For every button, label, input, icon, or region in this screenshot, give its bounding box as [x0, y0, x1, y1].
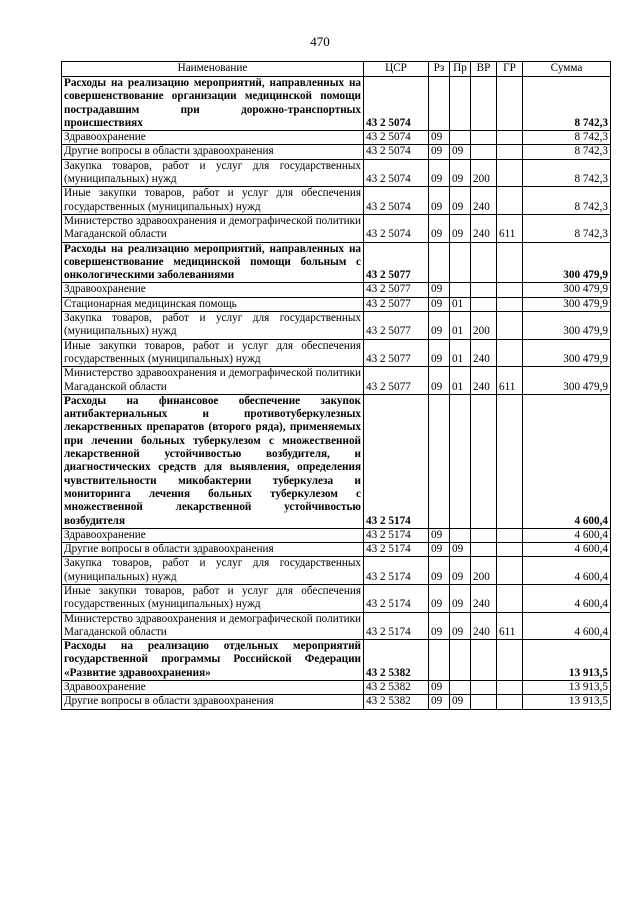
cell-gr	[497, 543, 523, 557]
cell-gr	[497, 187, 523, 215]
cell-rz: 09	[429, 584, 450, 612]
cell-csr: 43 2 5077	[364, 367, 429, 395]
cell-name: Закупка товаров, работ и услуг для государственных (муниципальных) нужд	[62, 312, 364, 340]
cell-rz: 09	[429, 297, 450, 311]
cell-sum: 4 600,4	[523, 584, 611, 612]
table-row-section	[62, 77, 611, 131]
cell-csr: 43 2 5174	[364, 394, 429, 528]
cell-pr: 09	[450, 557, 471, 585]
cell-rz: 09	[429, 159, 450, 187]
cell-vr: 240	[471, 584, 497, 612]
cell-pr: 09	[450, 543, 471, 557]
cell-name: Здравоохранение	[62, 131, 364, 145]
cell-gr	[497, 312, 523, 340]
cell-pr	[450, 394, 471, 528]
cell-vr: 200	[471, 557, 497, 585]
cell-pr: 01	[450, 312, 471, 340]
cell-csr: 43 2 5074	[364, 159, 429, 187]
cell-pr: 01	[450, 367, 471, 395]
table-row	[62, 159, 611, 187]
cell-vr: 200	[471, 312, 497, 340]
cell-pr: 09	[450, 145, 471, 159]
column-header-gr: ГР	[497, 62, 523, 77]
cell-rz: 09	[429, 367, 450, 395]
cell-sum: 300 479,9	[523, 297, 611, 311]
cell-name: Министерство здравоохранения и демографической политики Магаданской области	[62, 214, 364, 242]
cell-rz	[429, 77, 450, 131]
cell-name: Другие вопросы в области здравоохранения	[62, 695, 364, 709]
cell-pr	[450, 528, 471, 542]
cell-name: Иные закупки товаров, работ и услуг для обеспечения государственных (муниципальных) нужд	[62, 339, 364, 367]
cell-gr	[497, 695, 523, 709]
cell-sum: 300 479,9	[523, 339, 611, 367]
page-number: 470	[310, 34, 330, 49]
cell-rz	[429, 394, 450, 528]
cell-gr	[497, 283, 523, 297]
table-row-section	[62, 640, 611, 681]
cell-name: Иные закупки товаров, работ и услуг для обеспечения государственных (муниципальных) нужд	[62, 187, 364, 215]
cell-pr: 09	[450, 187, 471, 215]
cell-vr: 240	[471, 367, 497, 395]
budget-table	[61, 61, 611, 710]
cell-vr	[471, 242, 497, 283]
cell-rz: 09	[429, 557, 450, 585]
cell-name: Здравоохранение	[62, 528, 364, 542]
cell-gr	[497, 681, 523, 695]
cell-pr	[450, 640, 471, 681]
cell-sum: 4 600,4	[523, 528, 611, 542]
cell-csr: 43 2 5074	[364, 214, 429, 242]
cell-rz: 09	[429, 612, 450, 640]
cell-gr	[497, 557, 523, 585]
cell-sum: 300 479,9	[523, 242, 611, 283]
table-body	[62, 77, 611, 710]
cell-gr	[497, 159, 523, 187]
cell-pr: 01	[450, 297, 471, 311]
cell-rz: 09	[429, 145, 450, 159]
table-row	[62, 681, 611, 695]
cell-name: Расходы на реализацию мероприятий, направленных на совершенствование медицинской помощи больным с онкологическими заболеваниями	[62, 242, 364, 283]
cell-pr	[450, 681, 471, 695]
cell-vr	[471, 394, 497, 528]
cell-name: Другие вопросы в области здравоохранения	[62, 145, 364, 159]
cell-rz: 09	[429, 131, 450, 145]
cell-gr	[497, 242, 523, 283]
cell-rz: 09	[429, 543, 450, 557]
cell-csr: 43 2 5174	[364, 584, 429, 612]
cell-sum: 13 913,5	[523, 695, 611, 709]
cell-csr: 43 2 5382	[364, 695, 429, 709]
cell-pr	[450, 283, 471, 297]
cell-csr: 43 2 5074	[364, 187, 429, 215]
cell-pr: 09	[450, 695, 471, 709]
cell-vr	[471, 131, 497, 145]
cell-pr: 01	[450, 339, 471, 367]
cell-gr: 611	[497, 214, 523, 242]
cell-rz: 09	[429, 695, 450, 709]
cell-sum: 8 742,3	[523, 77, 611, 131]
cell-csr: 43 2 5382	[364, 681, 429, 695]
cell-name: Закупка товаров, работ и услуг для государственных (муниципальных) нужд	[62, 159, 364, 187]
cell-sum: 4 600,4	[523, 557, 611, 585]
cell-name: Здравоохранение	[62, 681, 364, 695]
cell-vr	[471, 695, 497, 709]
cell-vr	[471, 543, 497, 557]
table-row-section	[62, 394, 611, 528]
table-row	[62, 612, 611, 640]
table-row	[62, 145, 611, 159]
cell-vr	[471, 681, 497, 695]
cell-sum: 4 600,4	[523, 612, 611, 640]
cell-gr: 611	[497, 612, 523, 640]
cell-pr: 09	[450, 159, 471, 187]
cell-sum: 13 913,5	[523, 681, 611, 695]
cell-pr: 09	[450, 584, 471, 612]
cell-csr: 43 2 5077	[364, 242, 429, 283]
cell-rz	[429, 640, 450, 681]
cell-sum: 300 479,9	[523, 283, 611, 297]
cell-csr: 43 2 5174	[364, 557, 429, 585]
cell-vr	[471, 640, 497, 681]
cell-vr: 200	[471, 159, 497, 187]
table-row	[62, 695, 611, 709]
cell-sum: 4 600,4	[523, 543, 611, 557]
cell-sum: 8 742,3	[523, 131, 611, 145]
cell-rz: 09	[429, 339, 450, 367]
cell-vr: 240	[471, 612, 497, 640]
cell-pr	[450, 131, 471, 145]
cell-vr: 240	[471, 214, 497, 242]
table-row	[62, 339, 611, 367]
table-row	[62, 283, 611, 297]
cell-sum: 8 742,3	[523, 145, 611, 159]
cell-rz: 09	[429, 187, 450, 215]
table-row	[62, 187, 611, 215]
cell-sum: 13 913,5	[523, 640, 611, 681]
cell-pr	[450, 77, 471, 131]
cell-vr	[471, 297, 497, 311]
cell-name: Другие вопросы в области здравоохранения	[62, 543, 364, 557]
table-row	[62, 312, 611, 340]
cell-pr	[450, 242, 471, 283]
cell-csr: 43 2 5077	[364, 283, 429, 297]
column-header-rz: Рз	[429, 62, 450, 77]
cell-gr	[497, 297, 523, 311]
table-header-row	[62, 62, 611, 77]
cell-rz: 09	[429, 312, 450, 340]
table-row	[62, 543, 611, 557]
cell-rz: 09	[429, 214, 450, 242]
cell-vr: 240	[471, 339, 497, 367]
cell-csr: 43 2 5382	[364, 640, 429, 681]
cell-sum: 8 742,3	[523, 187, 611, 215]
cell-name: Расходы на реализацию отдельных мероприятий государственной программы Российской Федерации «Развитие здравоохранения»	[62, 640, 364, 681]
cell-csr: 43 2 5074	[364, 77, 429, 131]
cell-gr	[497, 640, 523, 681]
cell-gr	[497, 77, 523, 131]
column-header-vr: ВР	[471, 62, 497, 77]
cell-csr: 43 2 5077	[364, 312, 429, 340]
cell-name: Стационарная медицинская помощь	[62, 297, 364, 311]
column-header-name: Наименование	[62, 62, 364, 77]
cell-vr	[471, 528, 497, 542]
cell-pr: 09	[450, 214, 471, 242]
cell-csr: 43 2 5174	[364, 528, 429, 542]
cell-gr	[497, 528, 523, 542]
cell-rz	[429, 242, 450, 283]
cell-rz: 09	[429, 681, 450, 695]
table-row	[62, 367, 611, 395]
table-row	[62, 528, 611, 542]
table-row	[62, 584, 611, 612]
cell-sum: 4 600,4	[523, 394, 611, 528]
cell-gr	[497, 394, 523, 528]
cell-sum: 300 479,9	[523, 367, 611, 395]
table-row	[62, 557, 611, 585]
cell-vr: 240	[471, 187, 497, 215]
table-row	[62, 297, 611, 311]
cell-vr	[471, 283, 497, 297]
cell-name: Министерство здравоохранения и демографической политики Магаданской области	[62, 612, 364, 640]
cell-name: Закупка товаров, работ и услуг для государственных (муниципальных) нужд	[62, 557, 364, 585]
cell-rz: 09	[429, 528, 450, 542]
cell-name: Расходы на финансовое обеспечение закупок антибактериальных и противотуберкулезных лекарственных препаратов (второго ряда), применяемых при лечении больных туберкулезом с множественной лекарственной устойчивостью возбудителя, и диагностических средств для выявления, определения чувствительности микобактерии туберкулеза и мониторинга лечения больных туберкулезом с множественной лекарственной устойчивостью возбудителя	[62, 394, 364, 528]
cell-gr	[497, 339, 523, 367]
cell-name: Здравоохранение	[62, 283, 364, 297]
table-row	[62, 214, 611, 242]
cell-name: Иные закупки товаров, работ и услуг для обеспечения государственных (муниципальных) нужд	[62, 584, 364, 612]
cell-pr: 09	[450, 612, 471, 640]
cell-csr: 43 2 5077	[364, 339, 429, 367]
table-row	[62, 131, 611, 145]
cell-gr	[497, 131, 523, 145]
cell-csr: 43 2 5174	[364, 543, 429, 557]
column-header-sum: Сумма	[523, 62, 611, 77]
cell-gr	[497, 584, 523, 612]
cell-gr: 611	[497, 367, 523, 395]
cell-csr: 43 2 5074	[364, 131, 429, 145]
cell-csr: 43 2 5174	[364, 612, 429, 640]
table-row-section	[62, 242, 611, 283]
cell-vr	[471, 77, 497, 131]
cell-name: Расходы на реализацию мероприятий, направленных на совершенствование организации медицинской помощи пострадавшим при дорожно-транспортных происшествиях	[62, 77, 364, 131]
cell-vr	[471, 145, 497, 159]
cell-gr	[497, 145, 523, 159]
cell-csr: 43 2 5077	[364, 297, 429, 311]
cell-sum: 8 742,3	[523, 159, 611, 187]
cell-sum: 300 479,9	[523, 312, 611, 340]
cell-sum: 8 742,3	[523, 214, 611, 242]
column-header-csr: ЦСР	[364, 62, 429, 77]
cell-rz: 09	[429, 283, 450, 297]
column-header-pr: Пр	[450, 62, 471, 77]
cell-csr: 43 2 5074	[364, 145, 429, 159]
cell-name: Министерство здравоохранения и демографической политики Магаданской области	[62, 367, 364, 395]
